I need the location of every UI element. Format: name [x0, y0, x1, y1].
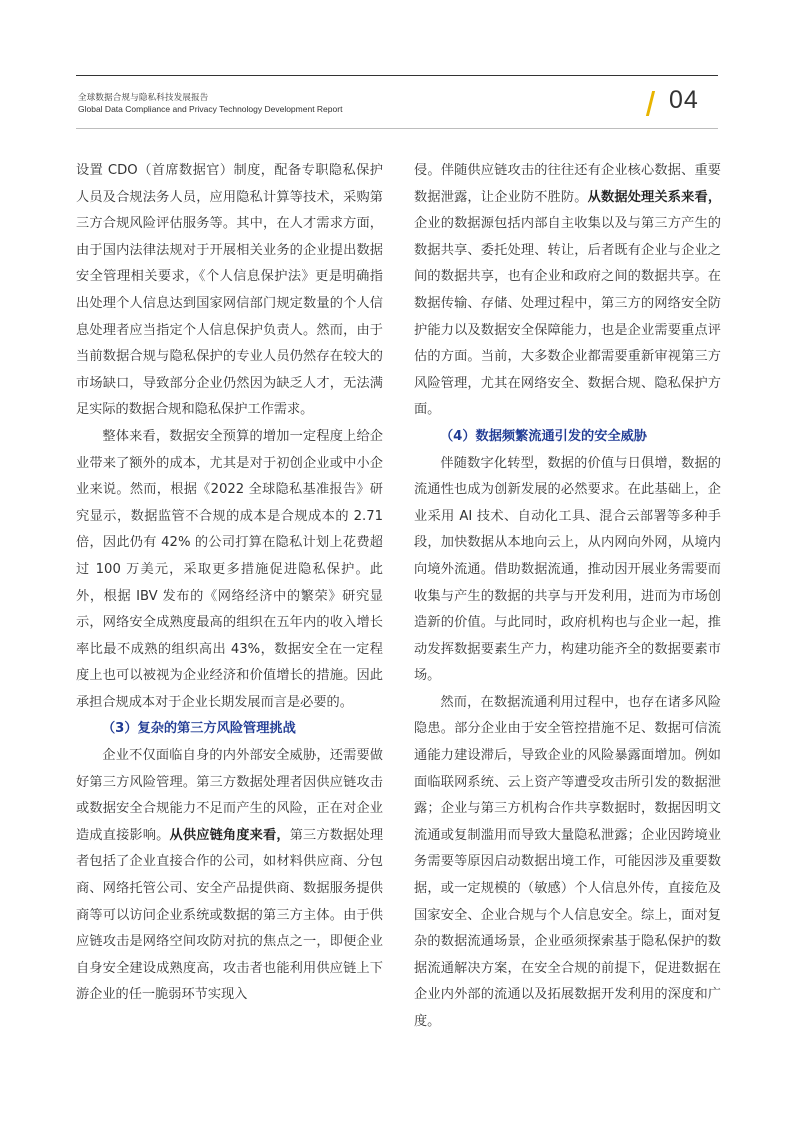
paragraph-right-1-text-a: 侵。伴随供应链攻击的往往还有企业核心数据、重要数据泄露，让企业防不胜防。 [414, 163, 721, 205]
header-top-rule [76, 75, 718, 76]
paragraph-left-3-emphasis: 从供应链角度来看， [169, 827, 290, 843]
paragraph-left-3-text-b: 第三方数据处理者包括了企业直接合作的公司，如材料供应商、分包商、网络托管公司、安全产品提供商、数据服务提供商等可以访问企业系统或数据的第三方主体。由于供应链攻击是网络空间攻防对抗的焦点之一，即便企业自身安全建设成熟度高，攻击者也能利用供应链上下游企业的任一脆弱环节实现入 [76, 827, 384, 1003]
paragraph-left-2: 整体来看，数据安全预算的增加一定程度上给企业带来了额外的成本，尤其是对于初创企业或中小企业来说。然而，根据《2022 全球隐私基准报告》研究显示，数据监管不合规的成本是合规成本的 2.71 倍，因此仍有 42% 的公司打算在隐私计划上花费超过 100 万美元，采取更多措施促进隐私保护。此外，根据 IBV 发布的《网络经济中的繁荣》研究显示，网络安全成熟度最高的组织在五年内的收入增长率比最不成熟的组织高出 43%，数据安全在一定程度上也可以被视为企业经济和价值增长的措施。因此承担合规成本对于企业长期发展而言是必要的。 [76, 428, 383, 710]
page-number: 04 [669, 86, 699, 114]
header-bottom-rule [76, 128, 718, 129]
page-number-accent-slash [646, 91, 655, 116]
paragraph-right-2: 伴随数字化转型，数据的价值与日俱增，数据的流通性也成为创新发展的必然要求。在此基础上，企业采用 AI 技术、自动化工具、混合云部署等多种手段，加快数据从本地向云上，从内网向外网，从境内向境外流通。借助数据流通，推动因开展业务需要而收集与产生的数据的共享与开发利用，进而为市场创造新的价值。与此同时，政府机构也与企业一起，推动发挥数据要素生产力，构建功能齐全的数据要素市场。 [414, 455, 721, 684]
report-title-english: Global Data Compliance and Privacy Technology Development Report [78, 104, 343, 114]
paragraph-left-3 [76, 743, 383, 1009]
section-heading-data-flow-threats: （4）数据频繁流通引发的安全威胁 [440, 428, 647, 444]
report-title-chinese: 全球数据合规与隐私科技发展报告 [78, 93, 209, 103]
paragraph-right-1 [414, 158, 721, 424]
section-heading-third-party-risk: （3）复杂的第三方风险管理挑战 [102, 721, 296, 737]
paragraph-left-3-text-a: 企业不仅面临自身的内外部安全威胁，还需要做好第三方风险管理。第三方数据处理者因供应链攻击或数据安全合规能力不足而产生的风险，正在对企业造成直接影响。 [76, 748, 383, 843]
paragraph-right-1-emphasis: 从数据处理关系来看， [587, 189, 722, 205]
right-column [414, 158, 721, 1036]
paragraph-left-1: 设置 CDO（首席数据官）制度，配备专职隐私保护人员及合规法务人员，应用隐私计算等技术，采购第三方合规风险评估服务等。其中，在人才需求方面，由于国内法律法规对于开展相关业务的企业提出数据安全管理相关要求，《个人信息保护法》更是明确指出处理个人信息达到国家网信部门规定数量的个人信息处理者应当指定个人信息保护负责人。然而，由于当前数据合规与隐私保护的专业人员仍然存在较大的市场缺口，导致部分企业仍然因为缺乏人才，无法满足实际的数据合规和隐私保护工作需求。 [76, 163, 383, 418]
left-column [76, 158, 383, 1009]
page-header [76, 0, 718, 130]
paragraph-right-3: 然而，在数据流通利用过程中，也存在诸多风险隐患。部分企业由于安全管控措施不足、数据可信流通能力建设滞后，导致企业的风险暴露面增加。例如面临联网系统、云上资产等遭受攻击所引发的数据泄露；企业与第三方机构合作共享数据时，数据因明文流通或复制滥用而导致大量隐私泄露；企业因跨境业务需要等原因启动数据出境工作，可能因涉及重要数据，或一定规模的（敏感）个人信息外传，直接危及国家安全、企业合规与个人信息安全。综上，面对复杂的数据流通场景，企业亟须探索基于隐私保护的数据流通解决方案，在安全合规的前提下，促进数据在企业内外部的流通以及拓展数据开发利用的深度和广度。 [414, 694, 721, 1029]
paragraph-right-1-text-b: 企业的数据源包括内部自主收集以及与第三方产生的数据共享、委托处理、转让，后者既有企业与企业之间的数据共享，也有企业和政府之间的数据共享。在数据传输、存储、处理过程中，第三方的网络安全防护能力以及数据安全保障能力，也是企业需要重点评估的方面。当前，大多数企业都需要重新审视第三方风险管理，尤其在网络安全、数据合规、隐私保护方面。 [414, 216, 721, 418]
